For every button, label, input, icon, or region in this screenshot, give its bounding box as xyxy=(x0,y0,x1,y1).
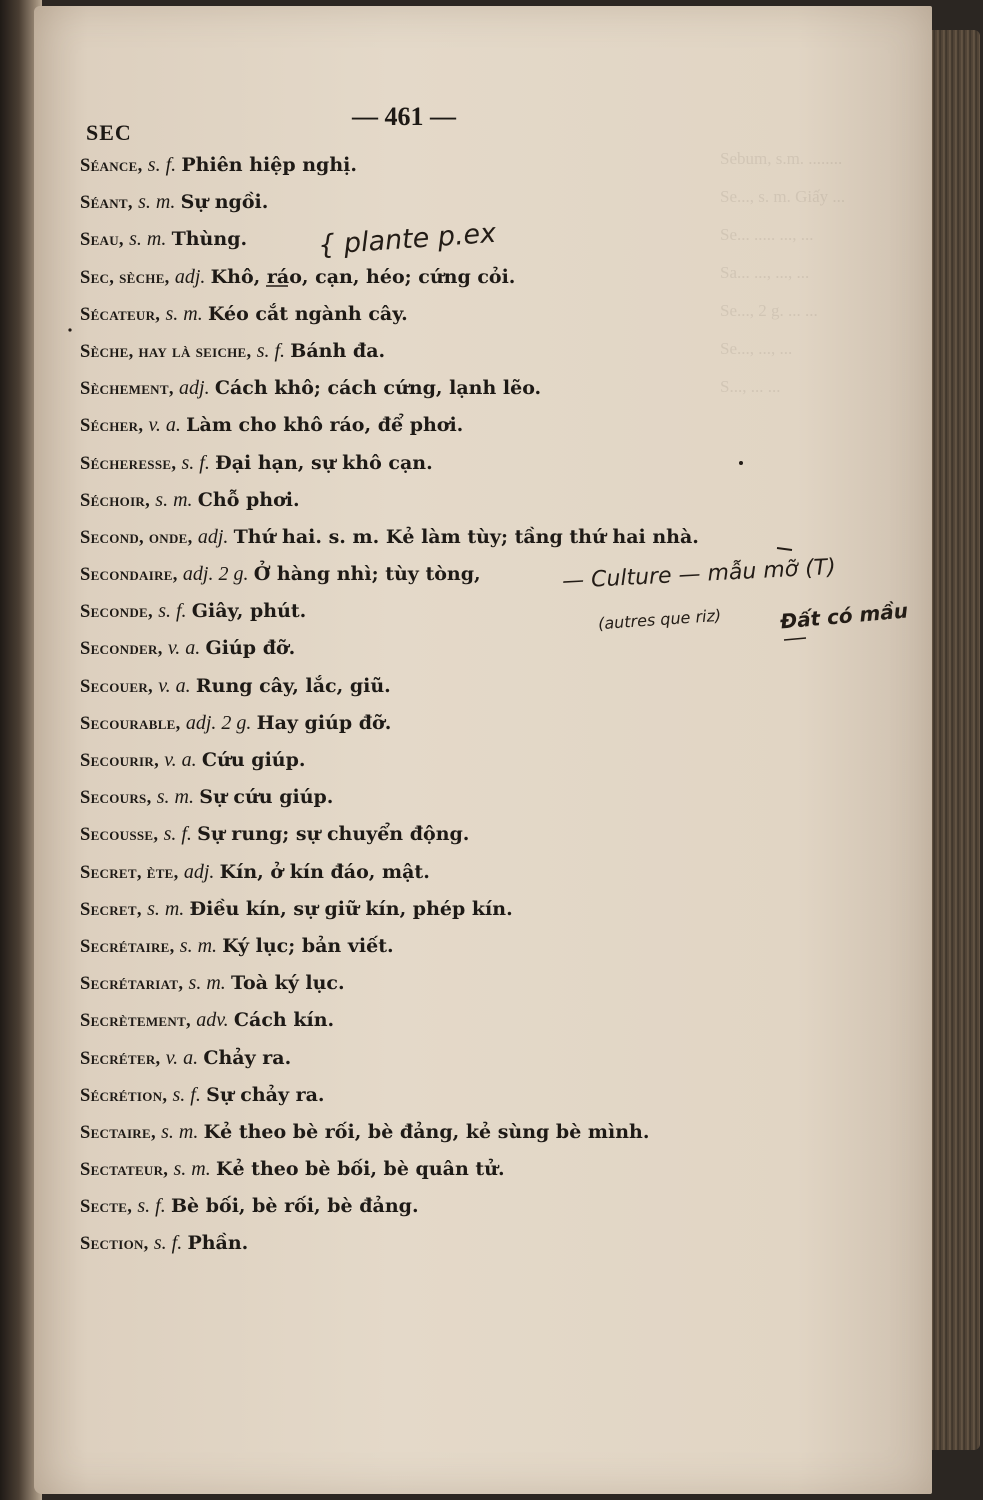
entry-definition: Sự chảy ra. xyxy=(206,1083,325,1106)
entry-definition: Kín, ở kín đáo, mật. xyxy=(219,860,430,883)
handwritten-note-secondaire-1: — Culture — mẫu mỡ (T) xyxy=(561,554,837,595)
entry-grammar: s. m. xyxy=(173,1158,211,1181)
dictionary-entry xyxy=(80,927,780,964)
entry-headword: Sectaire, xyxy=(80,1122,156,1143)
entry-grammar: adj. 2 g. xyxy=(185,711,252,734)
dictionary-entry xyxy=(80,778,780,815)
entry-headword: Secret, ète, xyxy=(80,862,179,883)
entry-headword: Sec, sèche, xyxy=(80,267,170,288)
dictionary-entry xyxy=(80,481,780,518)
entry-grammar: s. m. xyxy=(147,897,185,920)
entry-headword: Secours, xyxy=(80,788,152,809)
entry-headword: Sécrétion, xyxy=(80,1085,168,1106)
entry-grammar: s. m. xyxy=(156,786,194,809)
handwritten-note-secondaire-3: Đất có mầu xyxy=(779,598,909,634)
running-head: SEC xyxy=(86,120,132,145)
entry-headword: Séant, xyxy=(80,193,133,214)
entry-grammar: s. m. xyxy=(138,191,176,214)
entry-grammar: v. a. xyxy=(148,414,181,437)
entry-definition: Khô, ráo, cạn, héo; cứng cỏi. xyxy=(210,265,516,288)
entry-headword: Secrétaire, xyxy=(80,936,175,957)
entry-definition: Phiên hiệp nghị. xyxy=(181,154,357,176)
entry-definition: Hay giúp đỡ. xyxy=(256,711,392,734)
entry-grammar: adj. xyxy=(174,265,206,288)
dictionary-entry xyxy=(80,964,780,1001)
entry-grammar: s. f. xyxy=(147,154,177,176)
dictionary-entry xyxy=(80,1039,780,1076)
entry-grammar: s. m. xyxy=(179,934,218,957)
entry-definition: Rung cây, lắc, giũ. xyxy=(195,674,391,697)
entry-headword: Secouer, xyxy=(80,676,153,697)
handwritten-note-secondaire-2: (autres que riz) xyxy=(597,605,722,634)
dictionary-entry xyxy=(80,1113,780,1150)
entry-headword: Secondaire, xyxy=(80,565,178,586)
dictionary-entry xyxy=(80,1187,780,1224)
entry-definition: Giây, phút. xyxy=(191,600,307,623)
entry-grammar: v. a. xyxy=(158,674,191,697)
entry-grammar: s. m. xyxy=(188,972,226,995)
entry-grammar: adj. 2 g. xyxy=(182,563,249,586)
entry-grammar: adv. xyxy=(196,1009,229,1032)
entry-headword: Sèche, hay là seiche, xyxy=(80,341,252,362)
entry-headword: Seau, xyxy=(80,230,124,251)
entry-definition: Phần. xyxy=(187,1232,249,1255)
entry-headword: Sèchement, xyxy=(80,379,174,400)
entry-grammar: v. a. xyxy=(165,1046,199,1069)
entry-definition: Giúp đỡ. xyxy=(205,637,296,660)
entry-headword: Secréter, xyxy=(80,1048,161,1069)
entry-headword: Secrètement, xyxy=(80,1011,191,1032)
entry-headword: Secret, xyxy=(80,899,142,920)
entry-definition: Chỗ phơi. xyxy=(197,488,300,511)
dictionary-entry xyxy=(80,183,780,220)
entry-definition: Cách kín. xyxy=(233,1009,335,1032)
entry-headword: Sécateur, xyxy=(80,304,161,325)
entry-definition: Sự rung; sự chuyển động. xyxy=(197,823,470,846)
dictionary-entry xyxy=(80,444,780,481)
entry-grammar: s. f. xyxy=(181,451,210,474)
entry-definition: Làm cho khô ráo, để phơi. xyxy=(186,414,464,437)
bleed-through-text: Sebum, s.m. ........ Se..., s. m. Giấy ... Se... ..... ..., ... Sa... ..., ..., ... Se..., 2 g. ... ... Se..., ..., ... S..., ... ... xyxy=(720,149,846,396)
entry-definition: Thứ hai. s. m. Kẻ làm tùy; tầng thứ hai nhà. xyxy=(233,525,699,548)
entry-definition: Kẻ theo bè bối, bè quân tử. xyxy=(215,1158,505,1181)
dictionary-entry xyxy=(80,1150,780,1187)
entry-grammar: s. f. xyxy=(153,1232,183,1255)
entry-headword: Secte, xyxy=(80,1197,133,1218)
entry-grammar: s. f. xyxy=(172,1083,201,1106)
entry-headword: Secrétariat, xyxy=(80,974,184,995)
dictionary-entry xyxy=(80,1001,780,1038)
entry-grammar: s. f. xyxy=(256,339,286,362)
dictionary-entry xyxy=(80,258,780,295)
entry-headword: Sécher, xyxy=(80,416,144,437)
entry-grammar: v. a. xyxy=(164,749,197,771)
dictionary-entry xyxy=(80,1224,780,1261)
entry-headword: Séchoir, xyxy=(80,490,151,511)
handwritten-note-seau: { plante p.ex xyxy=(317,217,498,262)
dictionary-entry xyxy=(80,1076,780,1113)
entry-headword: Secourable, xyxy=(80,713,181,734)
dictionary-entry xyxy=(80,741,780,778)
entry-grammar: s. m. xyxy=(165,302,203,325)
entry-headword: Secousse, xyxy=(80,825,159,846)
entry-headword: Sécheresse, xyxy=(80,453,177,474)
entry-definition: Sự cứu giúp. xyxy=(199,786,334,809)
entry-headword: Sectateur, xyxy=(80,1160,169,1181)
entry-definition: Ký lục; bản viết. xyxy=(222,934,394,957)
entry-headword: Secourir, xyxy=(80,751,160,771)
entry-headword: Section, xyxy=(80,1234,149,1255)
entry-grammar: s. m. xyxy=(129,228,167,251)
entry-grammar: adj. xyxy=(197,525,229,548)
dictionary-entry xyxy=(80,667,780,704)
entry-grammar: s. f. xyxy=(163,823,192,846)
dictionary-entry xyxy=(80,146,780,183)
entry-list xyxy=(80,146,780,1262)
entry-grammar: adj. xyxy=(183,860,215,883)
entry-definition: Điều kín, sự giữ kín, phép kín. xyxy=(189,897,513,920)
dictionary-entry xyxy=(80,853,780,890)
entry-grammar: s. m. xyxy=(155,488,193,511)
dictionary-entry xyxy=(80,890,780,927)
entry-definition: Thùng. xyxy=(171,228,248,251)
dictionary-entry xyxy=(80,704,780,741)
dictionary-entry xyxy=(80,295,780,332)
entry-grammar: adj. xyxy=(179,377,210,400)
entry-definition: Kẻ theo bè rối, bè đảng, kẻ sùng bè mình. xyxy=(203,1120,650,1143)
entry-definition: Bánh đa. xyxy=(290,339,386,362)
entry-headword: Séance, xyxy=(80,156,143,176)
entry-definition: Bè bối, bè rối, bè đảng. xyxy=(170,1195,419,1218)
entry-definition: Chảy ra. xyxy=(203,1046,292,1069)
entry-grammar: s. m. xyxy=(161,1120,199,1143)
entry-definition: Toà ký lục. xyxy=(231,972,345,995)
entry-grammar: s. f. xyxy=(158,600,187,623)
dictionary-entry xyxy=(80,518,780,555)
entry-definition: Ở hàng nhì; tùy tòng, xyxy=(253,563,481,586)
entry-definition: Đại hạn, sự khô cạn. xyxy=(215,451,433,474)
page-number: — 461 — xyxy=(352,102,456,131)
entry-definition: Sự ngồi. xyxy=(180,191,269,214)
entry-grammar: v. a. xyxy=(167,637,201,660)
entry-headword: Second, onde, xyxy=(80,527,193,548)
entry-definition: Kéo cắt ngành cây. xyxy=(207,302,408,325)
dictionary-entry xyxy=(80,332,780,369)
entry-grammar: s. f. xyxy=(137,1195,166,1218)
dictionary-entry xyxy=(80,406,780,443)
entry-definition: Cứu giúp. xyxy=(201,749,306,771)
dictionary-entry xyxy=(80,815,780,852)
entry-definition: Cách khô; cách cứng, lạnh lẽo. xyxy=(214,377,542,400)
entry-headword: Seconder, xyxy=(80,639,163,660)
dictionary-entry xyxy=(80,629,780,666)
entry-headword: Seconde, xyxy=(80,602,153,623)
dictionary-entry xyxy=(80,369,780,406)
